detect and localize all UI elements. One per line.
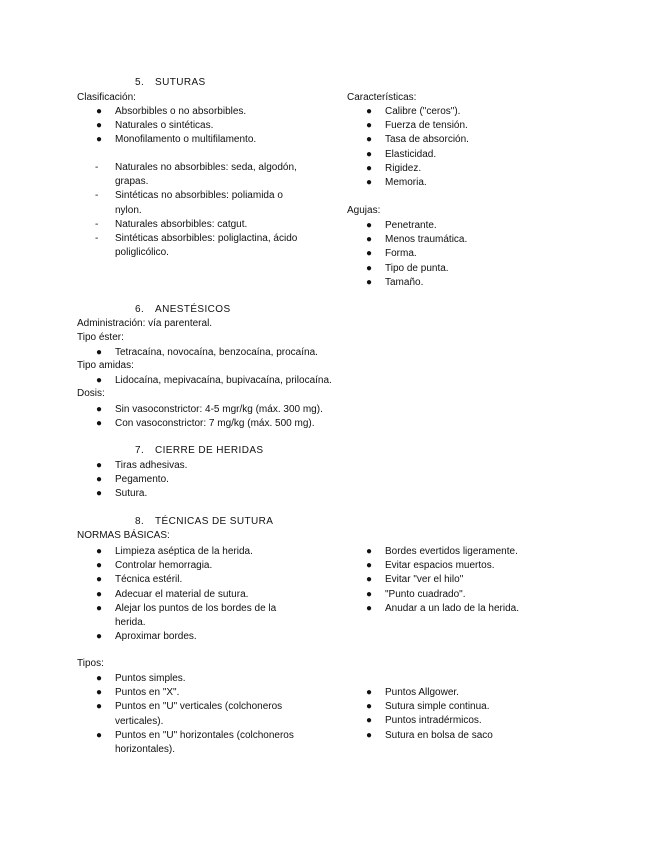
section-number: 8.	[135, 516, 145, 527]
bullet-icon: ●	[96, 120, 103, 132]
list-item-text: Con vasoconstrictor: 7 mg/kg (máx. 500 mg).	[115, 418, 315, 430]
bullet-icon: ●	[96, 631, 103, 643]
list-item-text: Fuerza de tensión.	[385, 120, 468, 132]
bullet-icon: ●	[96, 474, 103, 486]
list-item	[77, 630, 307, 644]
caracteristicas-list	[347, 105, 587, 190]
bullet-icon: ●	[366, 134, 373, 146]
list-item	[77, 459, 397, 473]
bullet-icon: ●	[366, 234, 373, 246]
list-item-text: Alejar los puntos de los bordes de la herida.	[115, 602, 277, 629]
list-item	[77, 559, 307, 573]
list-item	[347, 276, 587, 290]
list-item	[77, 700, 307, 728]
list-item	[77, 161, 307, 189]
list-item	[77, 232, 307, 260]
list-item-text: Evitar "ver el hilo"	[385, 574, 464, 586]
bullet-icon: ●	[366, 148, 373, 160]
list-item	[347, 148, 587, 162]
list-item-text: Evitar espacios muertos.	[385, 560, 495, 572]
bullet-icon: ●	[366, 588, 373, 600]
list-item-text: Menos traumática.	[385, 234, 468, 246]
list-item-text: Absorbibles o no absorbibles.	[115, 106, 247, 117]
list-item-text: Sutura simple continua.	[385, 701, 490, 713]
bullet-icon: ●	[96, 701, 103, 713]
agujas-label: Agujas:	[347, 205, 381, 216]
cierre-list	[77, 459, 397, 502]
list-item-text: Monofilamento o multifilamento.	[115, 134, 257, 146]
list-item-text: Tipo de punta.	[385, 262, 449, 274]
bullet-icon: ●	[366, 106, 373, 117]
bullet-icon: ●	[366, 701, 373, 713]
bullet-icon: ●	[366, 560, 373, 572]
bullet-icon: ●	[366, 715, 373, 727]
list-item	[347, 133, 587, 147]
section-number: 7.	[135, 445, 145, 456]
list-item-text: Tetracaína, novocaína, benzocaína, procaína.	[115, 347, 318, 358]
list-item-text: Puntos en "U" verticales (colchoneros verticales).	[115, 701, 283, 727]
list-item-text: Sutura en bolsa de saco	[385, 729, 493, 741]
list-item	[347, 119, 587, 133]
normas-left-list	[77, 545, 307, 644]
bullet-icon: ●	[366, 248, 373, 260]
list-item-text: Aproximar bordes.	[115, 631, 197, 643]
list-item	[347, 233, 587, 247]
bullet-icon: ●	[96, 404, 103, 415]
bullet-icon: ●	[96, 602, 103, 614]
administracion-text: Administración: vía parenteral.	[77, 318, 213, 329]
bullet-icon: ●	[96, 460, 103, 471]
list-item-text: Pegamento.	[115, 474, 169, 486]
bullet-icon: ●	[96, 560, 103, 572]
dash-marker: -	[95, 218, 99, 230]
bullet-icon: ●	[96, 347, 103, 358]
list-item	[77, 729, 307, 757]
section-title: SUTURAS	[155, 77, 206, 88]
list-item	[77, 473, 397, 487]
list-item-text: Memoria.	[385, 177, 427, 189]
list-item	[77, 686, 307, 700]
bullet-icon: ●	[96, 729, 103, 741]
dosis-label: Dosis:	[77, 388, 105, 399]
list-item	[347, 162, 587, 176]
clasificacion-list	[77, 105, 307, 148]
list-item	[347, 545, 607, 559]
list-item	[347, 262, 587, 276]
list-item-text: Sin vasoconstrictor: 4-5 mgr/kg (máx. 300 mg).	[115, 404, 323, 415]
list-item	[77, 417, 397, 431]
section-7-heading	[135, 445, 264, 456]
list-item-text: Adecuar el material de sutura.	[115, 588, 249, 600]
list-item-text: Anudar a un lado de la herida.	[385, 602, 519, 614]
list-item	[347, 700, 607, 714]
list-item	[77, 119, 307, 133]
list-item	[77, 374, 397, 388]
list-item-text: Puntos en "U" horizontales (colchoneros horizontales).	[115, 729, 294, 756]
list-item	[77, 218, 307, 232]
list-item-text: Puntos simples.	[115, 673, 186, 684]
tipos-right-list	[347, 686, 607, 743]
section-title: TÉCNICAS DE SUTURA	[155, 516, 274, 527]
list-item	[347, 588, 607, 602]
list-item-text: Elasticidad.	[385, 148, 437, 160]
section-number: 6.	[135, 304, 145, 315]
list-item-text: Naturales o sintéticas.	[115, 120, 214, 132]
list-item	[77, 573, 307, 587]
bullet-icon: ●	[366, 574, 373, 586]
list-item-text: Puntos en "X".	[115, 687, 180, 699]
list-item-text: Técnica estéril.	[115, 574, 183, 586]
bullet-icon: ●	[96, 134, 103, 146]
list-item	[347, 219, 587, 233]
bullet-icon: ●	[366, 220, 373, 231]
list-item	[77, 133, 307, 147]
bullet-icon: ●	[366, 120, 373, 132]
list-item	[347, 729, 607, 743]
list-item	[347, 714, 607, 728]
dash-marker: -	[95, 190, 99, 202]
suture-types-list	[77, 161, 307, 260]
list-item-text: Bordes evertidos ligeramente.	[385, 546, 518, 557]
bullet-icon: ●	[96, 488, 103, 500]
section-8-heading	[135, 516, 273, 527]
bullet-icon: ●	[366, 177, 373, 189]
list-item-text: Penetrante.	[385, 220, 437, 231]
bullet-icon: ●	[366, 262, 373, 274]
list-item	[77, 189, 307, 217]
bullet-icon: ●	[96, 546, 103, 557]
list-item-text: Forma.	[385, 248, 417, 260]
list-item-text: Lidocaína, mepivacaína, bupivacaína, prilocaína.	[115, 375, 332, 386]
section-5-heading	[135, 77, 206, 88]
bullet-icon: ●	[96, 574, 103, 586]
tipo-amidas-list	[77, 374, 397, 388]
bullet-icon: ●	[96, 418, 103, 430]
list-item	[347, 602, 607, 616]
list-item	[347, 176, 587, 190]
list-item-text: Puntos intradérmicos.	[385, 715, 482, 727]
bullet-icon: ●	[96, 375, 103, 386]
section-6-heading	[135, 304, 231, 315]
list-item	[77, 672, 307, 686]
bullet-icon: ●	[366, 687, 373, 698]
list-item	[347, 247, 587, 261]
list-item	[77, 403, 397, 417]
list-item-text: Sintéticas absorbibles: poliglactina, ácido poliglicólico.	[115, 233, 298, 259]
list-item-text: Rigidez.	[385, 162, 422, 174]
list-item-text: Sutura.	[115, 488, 148, 500]
list-item	[347, 686, 607, 700]
tipo-amidas-label: Tipo amidas:	[77, 360, 134, 371]
bullet-icon: ●	[366, 729, 373, 741]
section-number: 5.	[135, 77, 145, 88]
section-title: ANESTÉSICOS	[155, 304, 231, 315]
list-item-text: Tiras adhesivas.	[115, 460, 188, 471]
list-item	[77, 602, 307, 630]
bullet-icon: ●	[96, 588, 103, 600]
list-item	[77, 105, 307, 119]
list-item	[77, 588, 307, 602]
tipos-label: Tipos:	[77, 658, 104, 669]
list-item	[347, 105, 587, 119]
dash-marker: -	[95, 162, 99, 173]
list-item-text: Limpieza aséptica de la herida.	[115, 546, 253, 557]
list-item	[77, 346, 397, 360]
bullet-icon: ●	[366, 546, 373, 557]
caracteristicas-label: Características:	[347, 92, 417, 103]
list-item	[347, 573, 607, 587]
dash-marker: -	[95, 233, 99, 245]
dosis-list	[77, 403, 397, 431]
list-item-text: "Punto cuadrado".	[385, 588, 466, 600]
bullet-icon: ●	[96, 673, 103, 684]
list-item-text: Sintéticas no absorbibles: poliamida o nylon.	[115, 190, 283, 216]
bullet-icon: ●	[366, 602, 373, 614]
list-item-text: Controlar hemorragia.	[115, 560, 213, 572]
tipos-left-list	[77, 672, 307, 757]
bullet-icon: ●	[96, 106, 103, 117]
normas-label: NORMAS BÁSICAS:	[77, 530, 170, 541]
bullet-icon: ●	[366, 276, 373, 288]
section-title: CIERRE DE HERIDAS	[155, 445, 264, 456]
list-item-text: Naturales no absorbibles: seda, algodón, grapas.	[115, 162, 297, 188]
bullet-icon: ●	[96, 687, 103, 699]
normas-right-list	[347, 545, 607, 616]
list-item	[77, 545, 307, 559]
clasificacion-label: Clasificación:	[77, 92, 136, 103]
tipo-ester-list	[77, 346, 397, 360]
list-item-text: Tasa de absorción.	[385, 134, 469, 146]
list-item	[77, 487, 397, 501]
list-item-text: Calibre ("ceros").	[385, 106, 461, 117]
tipo-ester-label: Tipo éster:	[77, 332, 124, 343]
list-item-text: Naturales absorbibles: catgut.	[115, 218, 248, 230]
list-item	[347, 559, 607, 573]
list-item-text: Tamaño.	[385, 276, 424, 288]
agujas-list	[347, 219, 587, 290]
list-item-text: Puntos Allgower.	[385, 687, 459, 698]
bullet-icon: ●	[366, 162, 373, 174]
